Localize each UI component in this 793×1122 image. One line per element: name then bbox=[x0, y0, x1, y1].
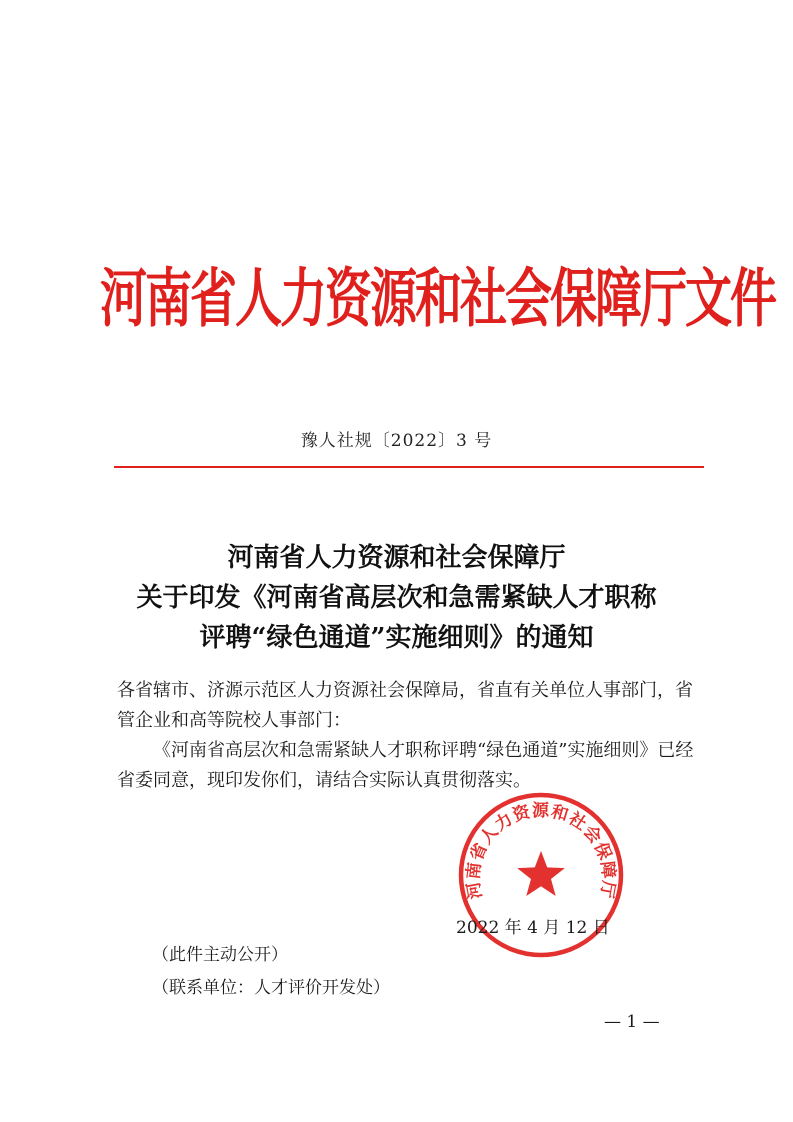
document-number: 豫人社规〔2022〕3 号 bbox=[300, 431, 493, 451]
title-line-1: 河南省人力资源和社会保障厅 bbox=[227, 543, 566, 573]
public-note: （此件主动公开） bbox=[152, 945, 288, 965]
seal-star-icon bbox=[517, 851, 565, 896]
page-number: — 1 — bbox=[604, 1012, 660, 1032]
red-divider-line bbox=[114, 466, 704, 468]
contact-note: （联系单位：人才评价开发处） bbox=[152, 978, 390, 998]
document-body bbox=[117, 676, 697, 796]
document-title bbox=[0, 538, 793, 658]
main-paragraph: 《河南省高层次和急需紧缺人才职称评聘“绿色通道”实施细则》已经省委同意，现印发你们，请结合实际认真贯彻落实。 bbox=[117, 740, 694, 791]
title-line-3: 评聘“绿色通道”实施细则》的通知 bbox=[199, 623, 594, 653]
seal-text: 河南省人力资源和社会保障厅 bbox=[463, 801, 619, 901]
issue-date: 2022 年 4 月 12 日 bbox=[456, 918, 610, 938]
document-masthead: 河南省人力资源和社会保障厅文件 bbox=[100, 262, 775, 337]
recipients-paragraph: 各省辖市、济源示范区人力资源社会保障局，省直有关单位人事部门，省管企业和高等院校人事部门： bbox=[117, 680, 693, 731]
title-line-2: 关于印发《河南省高层次和急需紧缺人才职称 bbox=[136, 583, 657, 613]
